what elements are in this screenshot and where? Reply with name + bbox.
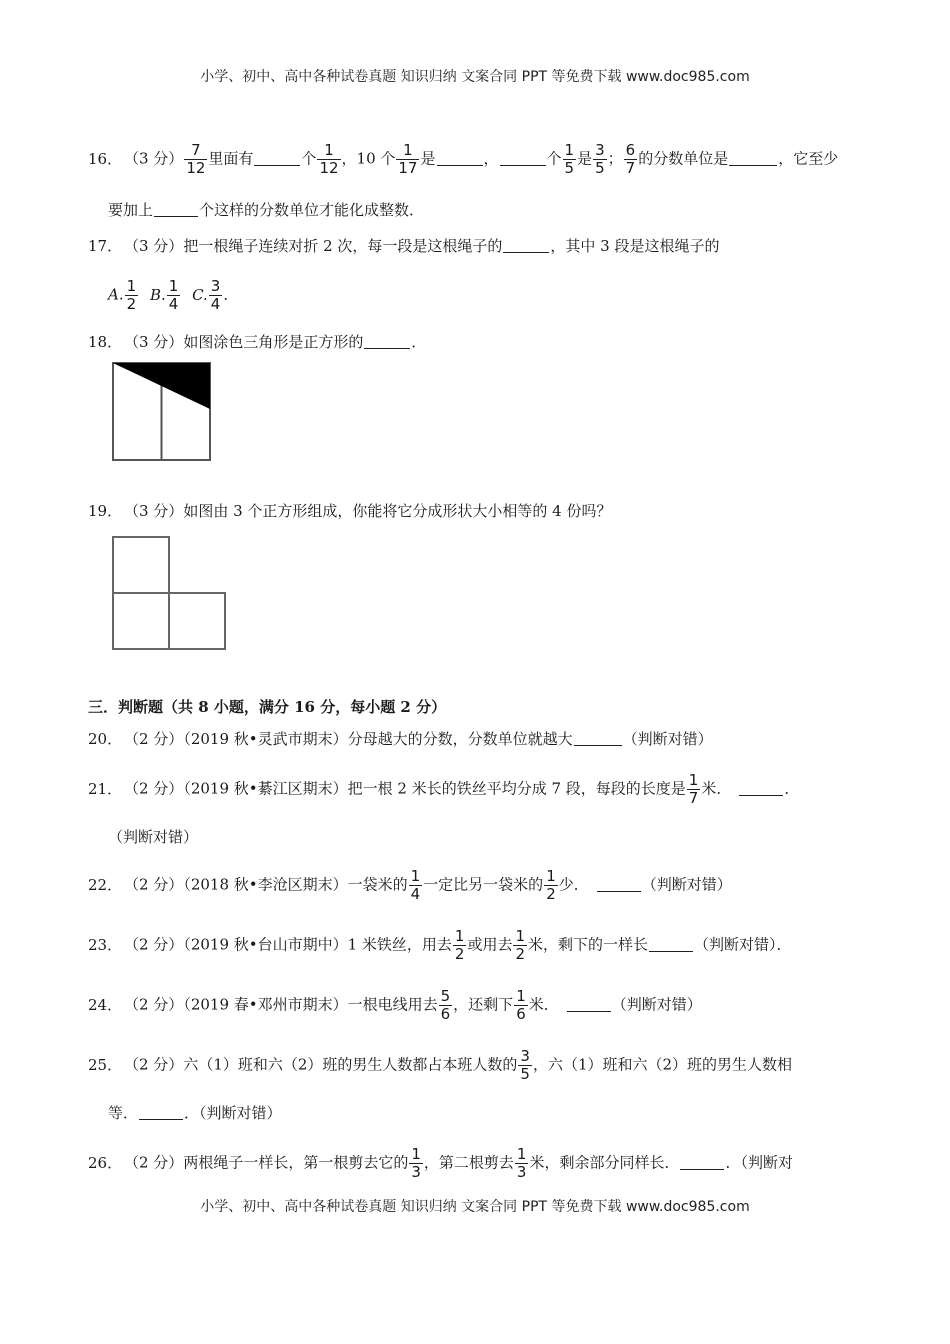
option-b[interactable]: B. (149, 285, 166, 304)
answer-blank[interactable] (254, 149, 300, 166)
fraction: $\frac{7}{12}$ (186, 141, 206, 177)
fraction: $\frac{6}{7}$ (625, 141, 636, 177)
answer-blank[interactable] (154, 200, 198, 217)
fraction: $\frac{1}{7}$ (688, 771, 699, 807)
fraction: $\frac{1}{3}$ (516, 1145, 527, 1181)
fraction: $\frac{1}{2}$ (546, 867, 556, 903)
section-title: 三．判断题（共 8 小题，满分 16 分，每小题 2 分） (88, 698, 447, 716)
answer-blank[interactable] (364, 332, 410, 349)
fraction: $\frac{1}{5}$ (564, 141, 575, 177)
answer-blank[interactable] (437, 149, 483, 166)
question-24: 24． （2 分）（2019 春•邓州市期末）一根电线用去 $\frac{5}{6}$ ，还剩下 $\frac{1}{6}$ 米． （判断对错） (88, 987, 702, 1023)
question-26: 26． （2 分）两根绳子一样长，第一根剪去它的 $\frac{1}{3}$ ，第二根剪去 $\frac{1}{3}$ 米，剩余部分同样长． ．（判断对 (88, 1145, 793, 1181)
answer-blank[interactable] (503, 236, 549, 253)
answer-blank[interactable] (649, 935, 693, 952)
answer-blank[interactable] (680, 1153, 724, 1170)
question-16: 16． （3 分） $\frac{7}{12}$ 里面有 个 $\frac{1}{12}$ ，10 个 $\frac{1}{17}$ 是 ， 个 $\frac{1}{5}$ 是 $\frac{3}{5}$ ； $\frac{6}{7}$ 的分数单位是 ，它至少 (88, 141, 839, 177)
page-header: 小学、初中、高中各种试卷真题 知识归纳 文案合同 PPT 等免费下载 www.doc985.com (200, 69, 750, 85)
fraction: $\frac{1}{3}$ (411, 1145, 421, 1181)
question-21-line2: （判断对错） (108, 828, 199, 846)
question-16-line2: 要加上 个这样的分数单位才能化成整数． (108, 201, 425, 219)
question-21: 21． （2 分）（2019 秋•綦江区期末）把一根 2 米长的铁丝平均分成 7 段，每段的长度是 $\frac{1}{7}$ 米． ． (88, 771, 800, 807)
fraction: $\frac{1}{4}$ (410, 867, 421, 903)
fraction: $\frac{1}{17}$ (398, 141, 418, 177)
fraction: $\frac{1}{2}$ (126, 277, 137, 313)
question-23: 23． （2 分）（2019 秋•台山市期中）1 米铁丝，用去 $\frac{1}{2}$ 或用去 $\frac{1}{2}$ 米，剩下的一样长 （判断对错）． (88, 927, 792, 963)
question-20: 20． （2 分）（2019 秋•灵武市期末）分母越大的分数，分数单位就越大 （判断对错） (88, 730, 713, 748)
question-17: 17． （3 分）把一根绳子连续对折 2 次，每一段是这根绳子的 ，其中 3 段是这根绳子的 (88, 237, 720, 255)
question-18: 18． （3 分）如图涂色三角形是正方形的 ． (88, 333, 427, 351)
fraction: $\frac{1}{6}$ (516, 987, 526, 1023)
fraction: $\frac{3}{5}$ (520, 1047, 530, 1083)
fraction: $\frac{1}{2}$ (515, 927, 526, 963)
fraction: $\frac{3}{4}$ (210, 277, 221, 313)
l-shape-figure (112, 536, 228, 652)
answer-blank[interactable] (739, 779, 783, 796)
fraction: $\frac{1}{12}$ (319, 141, 339, 177)
answer-blank[interactable] (500, 149, 546, 166)
question-22: 22． （2 分）（2018 秋•李沧区期末）一袋米的 $\frac{1}{4}$ 一定比另一袋米的 $\frac{1}{2}$ 少． （判断对错） (88, 867, 732, 903)
question-25: 25． （2 分）六（1）班和六（2）班的男生人数都占本班人数的 $\frac{3}{5}$ ，六（1）班和六（2）班的男生人数相 (88, 1047, 793, 1083)
fraction: $\frac{1}{2}$ (454, 927, 465, 963)
fraction: $\frac{1}{4}$ (168, 277, 179, 313)
page-footer: 小学、初中、高中各种试卷真题 知识归纳 文案合同 PPT 等免费下载 www.doc985.com (200, 1199, 750, 1215)
option-c[interactable]: C. (192, 285, 208, 304)
answer-blank[interactable] (729, 149, 777, 166)
answer-blank[interactable] (567, 995, 611, 1012)
option-a[interactable]: A. (108, 285, 124, 304)
square-figure (112, 362, 212, 462)
question-25-line2: 等． ．（判断对错） (108, 1104, 282, 1122)
question-17-options: A. $\frac{1}{2}$ B. $\frac{1}{4}$ C. $\frac{3}{4}$ ． (108, 277, 239, 313)
fraction: $\frac{3}{5}$ (595, 141, 605, 177)
fraction: $\frac{5}{6}$ (440, 987, 451, 1023)
answer-blank[interactable] (597, 875, 641, 892)
answer-blank[interactable] (574, 729, 622, 746)
question-19: 19． （3 分）如图由 3 个正方形组成，你能将它分成形状大小相等的 4 份吗？ (88, 502, 612, 520)
answer-blank[interactable] (139, 1103, 183, 1120)
